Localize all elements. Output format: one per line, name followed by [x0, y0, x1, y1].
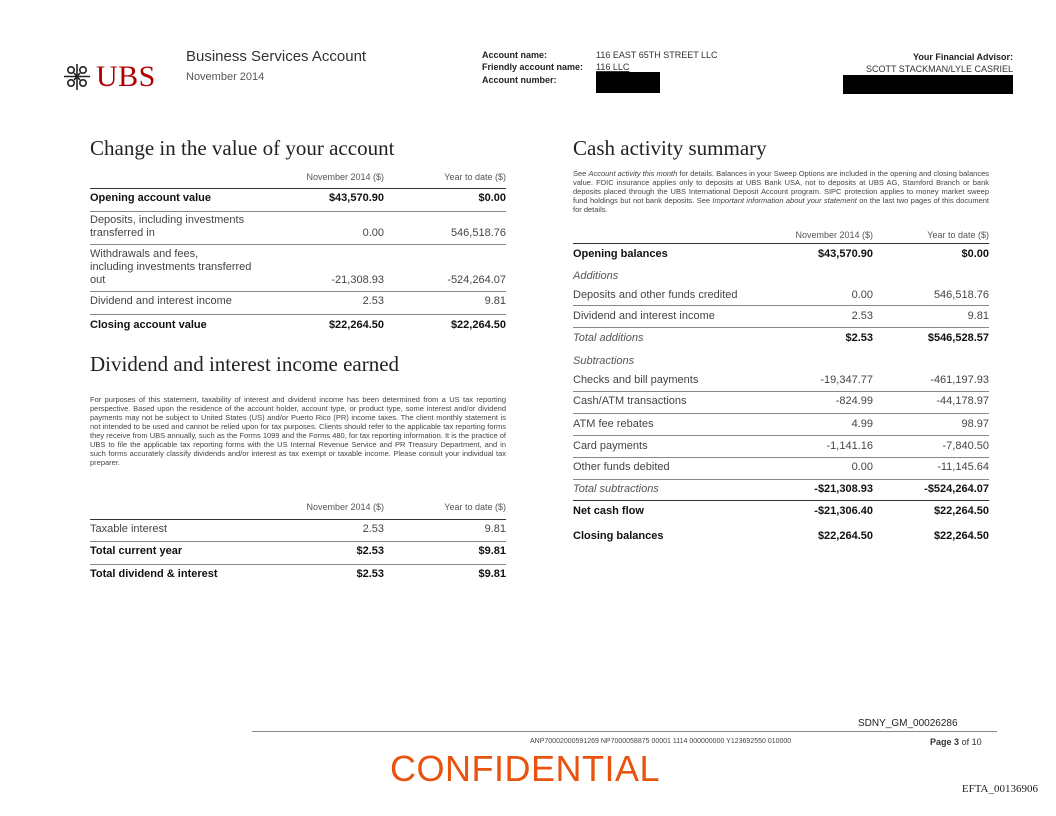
row-ytd-value: $0.00	[961, 248, 989, 260]
intro-reference: Account activity this month	[588, 169, 678, 178]
row-label: Cash/ATM transactions	[573, 395, 687, 407]
page-of: of	[961, 737, 970, 747]
row-label: Total additions	[573, 332, 644, 344]
confidential-stamp: CONFIDENTIAL	[390, 748, 661, 789]
row-label: Dividend and interest income	[90, 295, 232, 307]
row-month-value: $2.53	[356, 568, 384, 580]
cash-activity-intro	[573, 169, 989, 214]
row-label	[90, 214, 244, 240]
row-ytd-value: -$524,264.07	[924, 483, 989, 495]
divider	[573, 500, 989, 501]
row-ytd-value: 546,518.76	[450, 227, 506, 239]
change-in-value-table	[90, 168, 506, 338]
divider	[573, 413, 989, 414]
col-header-ytd: Year to date ($)	[444, 172, 506, 182]
row-label-line: Deposits, including investments	[90, 214, 245, 226]
row-ytd-value: $0.00	[478, 192, 506, 204]
ubs-logo	[62, 60, 172, 94]
row-month-value: -19,347.77	[820, 374, 873, 386]
col-header-month: November 2014 ($)	[306, 502, 384, 512]
row-month-value: $2.53	[845, 332, 873, 344]
row-ytd-value: $22,264.50	[933, 505, 989, 517]
row-ytd-value: -461,197.93	[930, 374, 989, 386]
divider	[90, 291, 506, 292]
cash-activity-table	[573, 228, 989, 548]
divider	[573, 457, 989, 458]
divider	[90, 519, 506, 520]
row-ytd-value: 9.81	[484, 295, 506, 307]
advisor-label: Your Financial Advisor:	[912, 52, 1013, 62]
divider	[573, 391, 989, 392]
row-label: Net cash flow	[573, 505, 644, 517]
page-number: 3	[954, 737, 960, 747]
table-row	[90, 568, 506, 582]
account-number-label: Account number:	[482, 75, 557, 85]
table-row	[90, 523, 506, 537]
cash-activity-title: Cash activity summary	[573, 136, 767, 160]
tax-disclaimer-paragraph: For purposes of this statement, taxability of interest and dividend income has been determined from a US tax reporting perspective. Based upon the residence of the account holder, account type, or product type, some interest and/or dividend payments may not be subject to United States (US) and/or Puerto Rico (PR) income taxes. The client monthly statement is not intended to be used and cannot be relied upon for tax purposes. Clients should refer to the applicable tax reporting forms they receive from UBS annually, such as the Forms 1099 and the Forms 480, for tax reporting information. It is the practice of UBS to file the applicable tax reporting forms with the US Internal Revenue Service and PR Treasury Department, and in such forms accurately classify dividends and/or interest as tax exempt or taxable income. Please consult your individual tax preparer.	[90, 395, 506, 467]
row-label: Total dividend & interest	[90, 568, 218, 580]
row-label: Taxable interest	[90, 523, 168, 535]
friendly-name-value: 116 LLC	[596, 62, 630, 72]
col-header-ytd: Year to date ($)	[444, 502, 506, 512]
row-label: Checks and bill payments	[573, 374, 699, 386]
table-header-row	[90, 172, 506, 184]
col-header-month: November 2014 ($)	[306, 172, 384, 182]
row-ytd-value: 546,518.76	[933, 289, 989, 301]
row-label: Opening account value	[90, 192, 212, 204]
intro-text: for details. Balances in your Sweep Options are included in the opening and closing balances value. FDIC insurance applies only to deposits at UBS Bank USA, not to deposits at UBS AG, Stamford Branch or bank deposits placed through the UBS International Deposit Account program. SIPC protection applies to money market sweep fund holdings but not bank deposits. See	[573, 169, 989, 205]
row-ytd-value: 9.81	[967, 310, 989, 322]
row-label-line: transferred in	[90, 227, 155, 239]
redaction-bar	[596, 72, 660, 93]
row-ytd-value: $9.81	[478, 568, 506, 580]
row-ytd-value: 9.81	[484, 523, 506, 535]
divider	[90, 314, 506, 315]
account-type: Business Services Account	[186, 48, 367, 65]
table-row	[90, 248, 506, 288]
row-ytd-value: $546,528.57	[927, 332, 989, 344]
efta-number: EFTA_00136906	[961, 783, 1038, 795]
row-ytd-value: -7,840.50	[942, 440, 989, 452]
divider	[90, 211, 506, 212]
row-month-value: -$21,308.93	[814, 483, 873, 495]
row-label	[90, 248, 251, 287]
row-label-line: including investments transferred	[90, 261, 252, 273]
row-label: Subtractions	[573, 355, 635, 367]
row-month-value: -$21,306.40	[814, 505, 873, 517]
footer-divider	[252, 731, 997, 732]
row-month-value: $2.53	[356, 545, 384, 557]
friendly-name-label: Friendly account name:	[482, 62, 584, 72]
row-month-value: 4.99	[851, 418, 873, 430]
divider	[90, 188, 506, 189]
page-indicator	[930, 737, 982, 747]
intro-reference: Important information about your statement	[712, 196, 857, 205]
col-header-ytd: Year to date ($)	[927, 230, 989, 240]
intro-text: See	[573, 169, 589, 178]
table-row	[90, 545, 506, 559]
table-row	[90, 295, 506, 309]
col-header-month: November 2014 ($)	[795, 230, 873, 240]
row-label-line: out	[90, 274, 106, 286]
divider	[573, 479, 989, 480]
row-label: Opening balances	[573, 248, 668, 260]
row-month-value: $22,264.50	[817, 530, 873, 542]
row-ytd-value: 98.97	[961, 418, 989, 430]
row-label: Dividend and interest income	[573, 310, 715, 322]
row-label: Closing balances	[573, 530, 664, 542]
logo-text: UBS	[96, 60, 156, 93]
row-month-value: -824.99	[835, 395, 873, 407]
table-row	[90, 192, 506, 208]
advisor-name: SCOTT STACKMAN/LYLE CASRIEL	[865, 64, 1013, 74]
row-label-line: Withdrawals and fees,	[90, 248, 199, 260]
statement-month: November 2014	[186, 71, 265, 83]
row-month-value: -1,141.16	[826, 440, 873, 452]
row-ytd-value: $9.81	[478, 545, 506, 557]
row-ytd-value: -524,264.07	[447, 274, 506, 286]
row-month-value: $43,570.90	[328, 192, 384, 204]
row-ytd-value: $22,264.50	[933, 530, 989, 542]
row-label: Total subtractions	[573, 483, 659, 495]
change-in-value-title: Change in the value of your account	[90, 136, 395, 160]
table-row	[90, 214, 506, 242]
row-ytd-value: -44,178.97	[936, 395, 989, 407]
dividend-table	[90, 502, 506, 584]
divider	[90, 244, 506, 245]
row-label: Other funds debited	[573, 461, 670, 473]
table-header-row	[573, 230, 989, 242]
row-month-value: 2.53	[362, 523, 384, 535]
redaction-bar	[843, 75, 1013, 94]
account-name-value: 116 EAST 65TH STREET LLC	[596, 50, 718, 60]
row-month-value: -21,308.93	[331, 274, 384, 286]
row-label: Total current year	[90, 545, 183, 557]
row-month-value: 2.53	[362, 295, 384, 307]
row-month-value: 0.00	[851, 461, 873, 473]
divider	[90, 564, 506, 565]
page-total: 10	[971, 737, 982, 747]
row-month-value: $43,570.90	[817, 248, 873, 260]
intro-text: on the last two pages of this document for details.	[573, 196, 989, 214]
divider	[573, 327, 989, 328]
divider	[90, 541, 506, 542]
divider	[573, 305, 989, 306]
row-ytd-value: $22,264.50	[450, 319, 506, 331]
document-code-line: ANP70002000591269 NP7000058875 00001 1114 000000000 Y123692550 010000	[530, 738, 792, 745]
row-month-value: 2.53	[851, 310, 873, 322]
row-label: ATM fee rebates	[573, 418, 654, 430]
row-label: Closing account value	[90, 319, 207, 331]
dividend-title: Dividend and interest income earned	[90, 352, 400, 376]
divider	[573, 435, 989, 436]
row-label: Additions	[573, 270, 619, 282]
account-name-label: Account name:	[482, 50, 548, 60]
keys-icon	[62, 62, 92, 92]
table-row	[90, 319, 506, 333]
page-label: Page	[930, 737, 952, 747]
divider	[573, 243, 989, 244]
bates-number: SDNY_GM_00026286	[858, 718, 958, 729]
row-month-value: $22,264.50	[328, 319, 384, 331]
row-ytd-value: -11,145.64	[937, 461, 989, 473]
row-label: Deposits and other funds credited	[573, 289, 738, 301]
row-month-value: 0.00	[362, 227, 384, 239]
table-header-row	[90, 502, 506, 514]
row-month-value: 0.00	[851, 289, 873, 301]
row-label: Card payments	[573, 440, 648, 452]
